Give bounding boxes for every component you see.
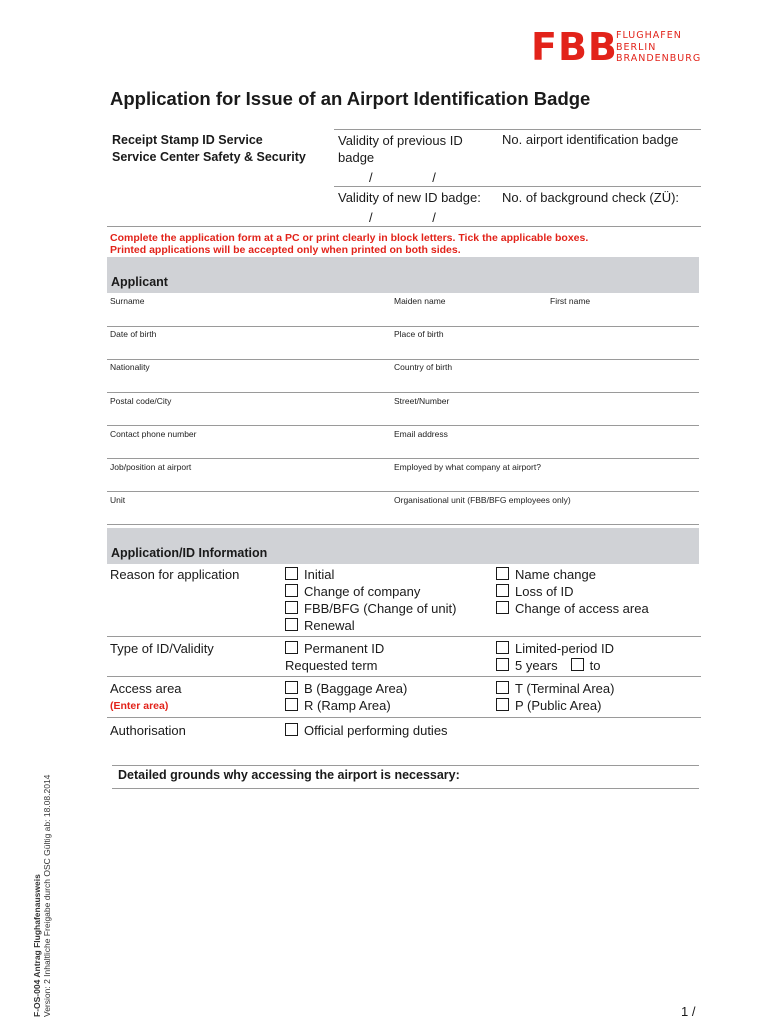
option-loss-of-id[interactable] [496,583,649,600]
option-label: Loss of ID [515,584,574,599]
option-permanent-id[interactable] [285,640,384,657]
validity-new-label: Validity of new ID badge: [338,190,481,205]
divider [112,788,699,789]
checkbox[interactable] [496,601,509,614]
option-label: Limited-period ID [515,641,614,656]
validity-new-date[interactable]: / / [369,210,436,225]
divider [107,636,701,637]
checkbox[interactable] [496,641,509,654]
field-underline [107,491,699,492]
option-label: Name change [515,567,596,582]
option-label: Renewal [304,618,355,633]
background-check-label: No. of background check (ZÜ): [502,190,680,205]
option-ramp-area[interactable] [285,697,407,714]
reason-options-right [496,566,649,617]
page-number: 1 / [681,1004,696,1019]
checkbox[interactable] [285,698,298,711]
authorisation-options [285,722,448,739]
enter-area-note: (Enter area) [110,700,169,712]
checkbox[interactable] [496,658,509,671]
requested-term-label: Requested term [285,658,378,673]
option-label: Permanent ID [304,641,385,656]
application-section-header [107,528,699,564]
divider [107,717,701,718]
street-label: Street/Number [394,396,450,406]
maiden-name-label: Maiden name [394,296,446,306]
option-five-years[interactable] [496,657,614,674]
fbb-logo-text [616,30,701,65]
date-of-birth-label: Date of birth [110,329,157,339]
applicant-section-title: Applicant [111,275,168,289]
divider [334,129,701,130]
option-name-change[interactable] [496,566,649,583]
email-label: Email address [394,429,448,439]
divider [334,186,701,187]
divider [112,765,699,766]
nationality-label: Nationality [110,362,150,372]
option-change-of-company[interactable] [285,583,456,600]
field-underline [107,326,699,327]
grounds-textarea[interactable] [112,790,699,1010]
receipt-stamp-box [112,132,306,166]
checkbox[interactable] [285,601,298,614]
field-underline [107,524,699,525]
field-underline [107,359,699,360]
divider [107,676,701,677]
option-label: Official performing duties [304,723,448,738]
country-of-birth-label: Country of birth [394,362,453,372]
access-options-right [496,680,614,714]
checkbox[interactable] [285,723,298,736]
grounds-label: Detailed grounds why accessing the airport is necessary: [118,768,460,782]
checkbox[interactable] [285,641,298,654]
checkbox[interactable] [496,567,509,580]
first-name-label: First name [550,296,591,306]
option-initial[interactable] [285,566,456,583]
unit-label: Unit [110,495,126,505]
option-renewal[interactable] [285,617,456,634]
option-label: R (Ramp Area) [304,698,391,713]
reason-label: Reason for application [110,567,240,582]
type-options-right [496,640,614,674]
option-label: P (Public Area) [515,698,602,713]
option-label: Change of access area [515,601,649,616]
option-label: FBB/BFG (Change of unit) [304,601,457,616]
type-of-id-label: Type of ID/Validity [110,641,214,656]
checkbox[interactable] [285,618,298,631]
divider [107,226,701,227]
instructions-line-2: Printed applications will be accepted only when printed on both sides. [110,244,461,256]
option-baggage-area[interactable] [285,680,407,697]
option-to-label: to [589,658,601,673]
checkbox[interactable] [285,681,298,694]
phone-label: Contact phone number [110,429,197,439]
checkbox[interactable] [571,658,584,671]
option-label: B (Baggage Area) [304,681,408,696]
option-limited-period[interactable] [496,640,614,657]
checkbox[interactable] [285,567,298,580]
option-label: Change of company [304,584,421,599]
logo-line-3: BRANDENBURG [616,53,702,64]
option-official-duties[interactable] [285,722,448,739]
checkbox[interactable] [496,584,509,597]
employer-label: Employed by what company at airport? [394,462,541,472]
field-underline [107,392,699,393]
page-title: Application for Issue of an Airport Identification Badge [110,88,591,109]
form-meta: Version: 2 Inhaltliche Freigabe durch OSC Gültig ab: 18.08.2014 [42,774,52,1017]
option-public-area[interactable] [496,697,614,714]
job-label: Job/position at airport [110,462,192,472]
surname-label: Surname [110,296,145,306]
validity-previous-date[interactable]: / / [369,170,436,185]
badge-number-label: No. airport identification badge [502,132,679,147]
service-center-label: Service Center Safety & Security [112,150,306,164]
option-change-of-unit[interactable] [285,600,456,617]
place-of-birth-label: Place of birth [394,329,444,339]
instructions-line-1: Complete the application form at a PC or print clearly in block letters. Tick the applicable boxes. [110,232,589,244]
reason-options-left [285,566,456,634]
org-unit-label: Organisational unit (FBB/BFG employees only) [394,495,571,505]
option-label: Initial [304,567,335,582]
access-area-label: Access area [110,681,182,696]
checkbox[interactable] [496,681,509,694]
applicant-section-header [107,257,699,293]
postal-city-label: Postal code/City [110,396,172,406]
option-terminal-area[interactable] [496,680,614,697]
field-underline [107,425,699,426]
instructions-notice [110,232,588,256]
authorisation-label: Authorisation [110,723,186,738]
fbb-logo: FBB [531,25,618,69]
logo-line-2: BERLIN [616,41,657,53]
field-underline [107,458,699,459]
form-id: F-OS-004 Antrag Flughafenausweis [32,874,42,1017]
type-options-left [285,640,384,674]
option-label: T (Terminal Area) [515,681,615,696]
logo-line-1: FLUGHAFEN [616,30,682,41]
receipt-stamp-label: Receipt Stamp ID Service [112,133,263,147]
option-change-of-access-area[interactable] [496,600,649,617]
validity-previous-label: Validity of previous ID badge [338,133,463,165]
access-options-left [285,680,407,714]
checkbox[interactable] [496,698,509,711]
checkbox[interactable] [285,584,298,597]
option-label: 5 years [515,658,558,673]
form-side-note [32,775,52,1017]
application-section-title: Application/ID Information [111,546,268,560]
